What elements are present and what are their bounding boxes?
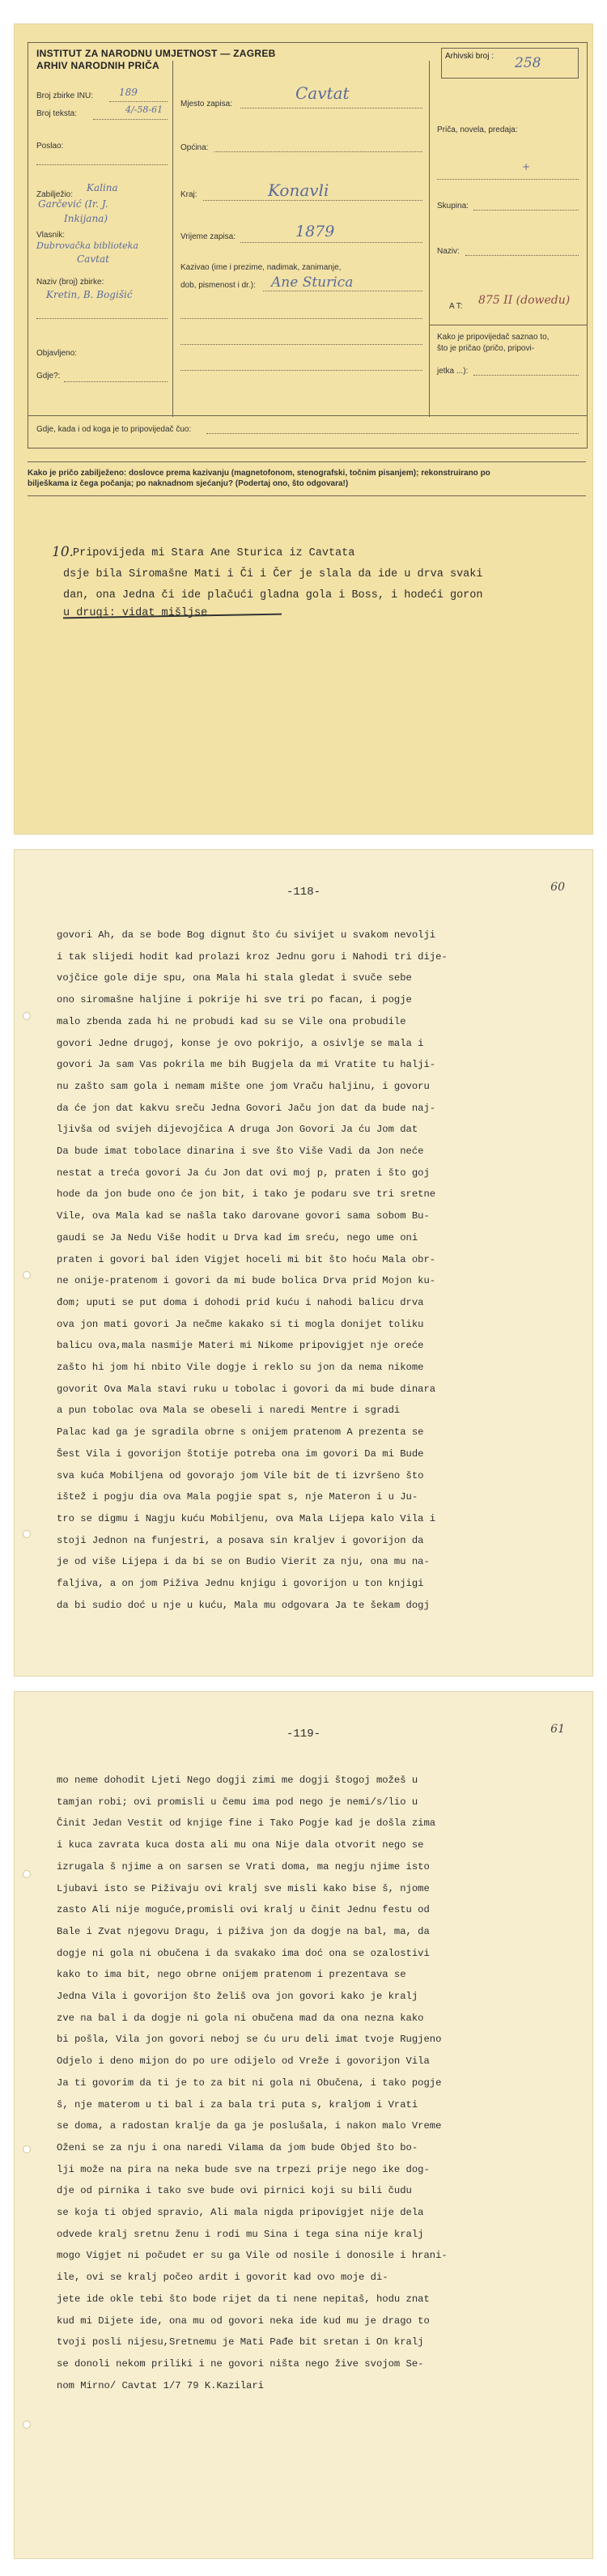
page-119-body [57, 1770, 583, 2396]
card-form-box [28, 42, 588, 448]
text-line: izrugala š njime a on sarsen se Vrati doma, ma negju njime isto [57, 1860, 430, 1872]
at-value: 875 II (dowedu) [478, 294, 571, 307]
text-line: da će jon dat kakvu sreču Jedna Govori Jaču jon dat da bude naj- [57, 1102, 436, 1114]
dotted-line [180, 370, 422, 371]
text-line: Palac kad ga je sgradila obrne s onijem pratenom A prezenta se [57, 1426, 424, 1439]
text-line: se donoli nekom priliki i ne govori ništa nego žive svojom Se- [57, 2357, 424, 2370]
note-line-2: bilješkama iz čega počanja; po naknadnom sjećanju? (Podertaj ono, što odgovara!) [28, 479, 349, 488]
text-line: Ja ti govorim da ti je to za bit ni gola ni Obučena, i tako pogje [57, 2077, 442, 2089]
text-line: zasto Ali nije moguće,promisli ovi kralj u činit Jednu festu od [57, 1904, 430, 1916]
column-divider-right [429, 61, 430, 417]
narrator-label-2: dob, pismenost i dr.): [180, 281, 256, 290]
how-learned-label-3: jetka ...): [437, 367, 469, 376]
text-line: je od više Lijepa i da bi se on Budio Vierit za nju, ona mu na- [57, 1556, 430, 1568]
page-number: -118- [286, 886, 320, 899]
recorder-value-3: Inkijana) [64, 213, 108, 224]
text-line: dogje ni gola ni obučena i da svakako ima doć ona se ozalostivi [57, 1947, 430, 1959]
text-line: š, nje materom u ti bal i za bala tri puta s, kraljom i Vrati [57, 2098, 418, 2111]
text-line: zašto hi jom hi nbito Vile dogje i reklo su jon da nema nikome [57, 1362, 424, 1374]
text-line: tro se digmu i Nagju kuću Mobiljenu, ova Mala Lijepa kalo Vila i [57, 1512, 436, 1524]
dotted-line [240, 242, 422, 243]
how-learned-label-2: što je pričao (pričo, pripovi- [437, 344, 535, 353]
text-line: nu zašto sam gola i nemam mište one jom Vraču haljinu, i govoru [57, 1080, 430, 1092]
folio-mark: 61 [550, 1723, 565, 1736]
institute-name: INSTITUT ZA NARODNU UMJETNOST — ZAGREB [36, 48, 276, 59]
dotted-line [64, 381, 168, 382]
text-line: Šest Vila i govorijon štotije potreba ona im govori Da mi Bude [57, 1447, 424, 1460]
text-line: odvede kralj sretnu ženu i rodi mu Sina i tega sina nije kralj [57, 2228, 424, 2240]
dotted-line [465, 255, 579, 256]
story-line-2: dsje bila Siromašne Mati i Či i Čer je slala da ide u drva svaki [63, 568, 483, 580]
punch-hole [23, 2421, 31, 2429]
story-type-label: Priča, novela, predaja: [437, 125, 518, 134]
story-type-value: + [522, 161, 531, 172]
text-line: balicu ova,mala nasmije Materi mi Nikome pripovigjet nje oreće [57, 1340, 424, 1352]
dotted-line [206, 433, 579, 434]
text-line: nom Mirno/ Cavtat 1/7 79 K.Kazilari [57, 2379, 264, 2391]
text-line: ne onije-pratenom i govori da mi bude bolica Drva prid Mojon ku- [57, 1275, 436, 1287]
story-number: 10. [52, 544, 74, 560]
place-value: Cavtat [295, 83, 350, 103]
published-label: Objavljeno: [36, 349, 78, 358]
text-line: ova jon mati govori Ja nečme kakako si ti mogla donijet toliku [57, 1318, 424, 1330]
text-line: govori Ja sam Vas pokrila me bih Bugjela da mi Vratite tu halji- [57, 1059, 436, 1071]
dotted-line [203, 200, 422, 201]
text-line: lji može na pira na neka bude sve na trpezi prije nego ike dog- [57, 2163, 430, 2175]
column-divider-left [172, 61, 173, 417]
struck-text: u drugi: vidat mišljse [63, 607, 208, 619]
text-line: i kuca zavrata kuca dosta ali mu ona Nije dala otvorit nego se [57, 1839, 424, 1851]
type-name-label: Naziv: [437, 247, 460, 256]
folio-mark: 60 [550, 881, 565, 894]
text-line: ile, ovi se kralj počeo ardit i govorit kad ovo moje di- [57, 2272, 388, 2284]
text-line: Da bude imat tobolace dinarina i sve što Više Vadi da Jon neće [57, 1146, 424, 1158]
collection-number-label: Broj zbirke INU: [36, 91, 94, 100]
story-line-1: Pripovijeda mi Stara Ane Sturica iz Cavtata [73, 547, 355, 559]
rule-line [28, 461, 586, 462]
collection-name-label: Naziv (broj) zbirke: [36, 278, 104, 287]
text-line: Jedna Vila i govorijon što želiš ova jon govori kako je kralj [57, 1991, 418, 2003]
text-line: hode da jon bude ono će jon bit, i tako je podaru sve tri sretne [57, 1188, 436, 1201]
text-line: malo zbenda zada hi ne probudi kad su se Vile ona probudile [57, 1015, 406, 1027]
text-line: govori Ah, da se bode Bog dignut što ću sivijet u svakom nevolji [57, 929, 436, 941]
dotted-line [36, 164, 168, 165]
text-line: đom; uputi se put doma i dohodi prid kuću i nahodi balicu drva [57, 1296, 424, 1308]
text-line: tamjan robi; ovi promisli u čemu ima pod nego je nemi/s/lio u [57, 1796, 418, 1808]
text-line: se doma, a radostan kralje da ga je poslušala, i nakon malo Vreme [57, 2120, 442, 2132]
collection-number-value: 189 [119, 87, 138, 98]
punch-hole [23, 1012, 31, 1020]
at-label: A T: [449, 302, 463, 311]
punch-hole [23, 1271, 31, 1279]
institute-header [36, 48, 276, 72]
date-value: 1879 [295, 223, 335, 240]
text-line: zve na bal i da dogje ni gola ni obučena mad da ona nezna kako [57, 2012, 424, 2024]
rule-line [28, 495, 586, 496]
date-label: Vrijeme zapisa: [180, 232, 236, 241]
collection-name-value: Kretin, B. Bogišić [46, 289, 133, 300]
owner-value-1: Dubrovačka biblioteka [36, 240, 138, 251]
narrator-label-1: Kazivao (ime i prezime, nadimak, zanimanje, [180, 263, 342, 272]
recorder-value-1: Kalina [87, 182, 118, 193]
text-line: jete ide okle tebi što bode rijet da ti nene nepitaš, hodu znat [57, 2293, 430, 2305]
text-line: nestat a treća govori Ja ću Jon dat ovi moj p, praten i što goj [57, 1167, 430, 1179]
group-label: Skupina: [437, 202, 469, 210]
text-line: vojčice gole dije spu, ona Mala hi stala gledat i svuče sebe [57, 972, 412, 984]
text-line: stoji Jednon na funjestri, a posava sin kraljev i govorijon da [57, 1534, 424, 1546]
punch-hole [23, 2145, 31, 2153]
text-line: bi pošla, Vila jon govori neboj se ću uru deli imat tvoje Rugjeno [57, 2034, 442, 2046]
punch-hole [23, 1870, 31, 1878]
municipality-label: Općina: [180, 143, 209, 152]
archive-card [15, 24, 592, 834]
typed-page-119 [15, 1692, 592, 2558]
text-line: praten i govori bal iden Vigjet hoceli mi bit što hoću Mala obr- [57, 1253, 436, 1265]
text-line: Oženi se za nju i ona naredi Vilama da jom bude Objed što bo- [57, 2141, 418, 2153]
dotted-line [437, 179, 579, 180]
text-line: i tak slijedi hodit kad prolazi kroz Jednu goru i Nahodi tri dije- [57, 950, 448, 963]
text-line: da bi sudio doć u nje u kuću, Mala mu odgovara Ja te šekam dogj [57, 1599, 430, 1611]
narrator-value: Ane Sturica [271, 274, 354, 291]
text-line: Odjelo i deno mijon do po ure odijelo od Vreže i govorijon Vila [57, 2055, 430, 2068]
text-line: Bale i Zvat njegovu Dragu, i piživa jon da dogje na bal, ma, da [57, 1925, 430, 1937]
text-line: gaudi se Ja Nedu Više hodit u Drva kad im sreću, nego ume oni [57, 1231, 418, 1243]
text-line: ono siromašne haljine i pokrije hi sve tri po facan, i pogje [57, 994, 412, 1006]
archive-number-value: 258 [515, 55, 541, 71]
text-line: kud mi Dijete ide, ona mu od govori neka ide kud mu je drago to [57, 2315, 430, 2327]
dotted-line [93, 119, 168, 120]
where-label: Gdje?: [36, 372, 61, 380]
owner-label: Vlasnik: [36, 231, 66, 240]
text-line: faljiva, a on jom Piživa Jednu knjigu i govorijon u ton knjigi [57, 1578, 424, 1590]
recorder-label: Zabilježio: [36, 190, 74, 199]
text-line: a pun tobolac ova Mala se obeseli i naredi Mentre i sgradi [57, 1405, 401, 1417]
punch-hole [23, 1530, 31, 1538]
dotted-line [473, 375, 579, 376]
sent-by-label: Poslao: [36, 142, 64, 151]
how-learned-label-1: Kako je pripovijedač saznao to, [437, 333, 550, 342]
text-line: tvoji posli nijesu,Sretnemu je Mati Pađe bit sretan i On kralj [57, 2336, 424, 2349]
text-line: ljivša od svijeh dijevojčica A druga Jon Govori Ja ću Jom dat [57, 1124, 418, 1136]
dotted-line [109, 101, 168, 102]
text-line: Činit Jedan Vestit od knjige fine i Tako Pogje kad je došla zima [57, 1817, 436, 1830]
place-label: Mjesto zapisa: [180, 100, 232, 108]
text-line: mogo Vigjet ni počudet er su ga Vile od nosile i donosile i hrani- [57, 2250, 448, 2262]
page-118-body [57, 925, 583, 1617]
archive-name: ARHIV NARODNIH PRIČA [36, 60, 160, 71]
text-line: govorit Ova Mala stavi ruku u tobolac i govori da mi bude dinara [57, 1383, 436, 1395]
dotted-line [180, 318, 422, 319]
text-line: mo neme dohodit Ljeti Nego dogji zimi me dogji štogoj možeš u [57, 1775, 418, 1786]
dotted-line [36, 318, 168, 319]
page-number: -119- [286, 1728, 320, 1741]
heard-from-label: Gdje, kada i od koga je to pripovijedač čuo: [36, 425, 192, 434]
text-number-value: 4/-58-61 [125, 104, 163, 115]
text-line: govori Jedne drugoj, konse je ovo pokrijo, a osivlje se mala i [57, 1037, 424, 1049]
text-line: dje od pirnika i tako sve bude ovi pirnici koji su bili čudu [57, 2185, 412, 2197]
story-line-3: dan, ona Jedna či ide plačući gladna gola i Boss, i hodeći goron [63, 589, 483, 601]
recorder-value-2: Garčević (Ir. J. [38, 198, 108, 210]
recording-method-note [28, 468, 586, 489]
archive-number-box [441, 48, 579, 79]
text-line: ištež i pogju dia ova Mala pogjie spat s, nje Materon i u Ju- [57, 1491, 418, 1503]
owner-value-2: Cavtat [77, 253, 109, 265]
archive-number-label: Arhivski broj : [445, 52, 495, 61]
text-line: sva kuća Mobiljena od govorajo jom Vile bit de ti izvršeno što [57, 1469, 424, 1481]
rule-line [28, 415, 587, 416]
text-line: se koja ti objed spravio, Ali mala nigda pripovigjet nije dela [57, 2207, 424, 2219]
text-line: Vile, ova Mala kad se našla tako darovane govori sama sobom Bu- [57, 1210, 430, 1222]
region-label: Kraj: [180, 190, 197, 199]
text-line: Ljubavi isto se Piživaju ovi kralj sve misli kako bise š, njome [57, 1882, 430, 1894]
text-line: kako to ima bit, nego obrne onijem pratenom i prezentava se [57, 1969, 406, 1981]
typed-page-118 [15, 850, 592, 1676]
text-number-label: Broj teksta: [36, 109, 78, 118]
dotted-line [214, 151, 422, 152]
note-line-1: Kako je pričo zabilježeno: doslovce prema kazivanju (magnetofonom, stenografski, točnim pisanjem); rekonstruirano po [28, 469, 490, 478]
dotted-line [180, 344, 422, 345]
region-value: Konavli [268, 181, 329, 200]
